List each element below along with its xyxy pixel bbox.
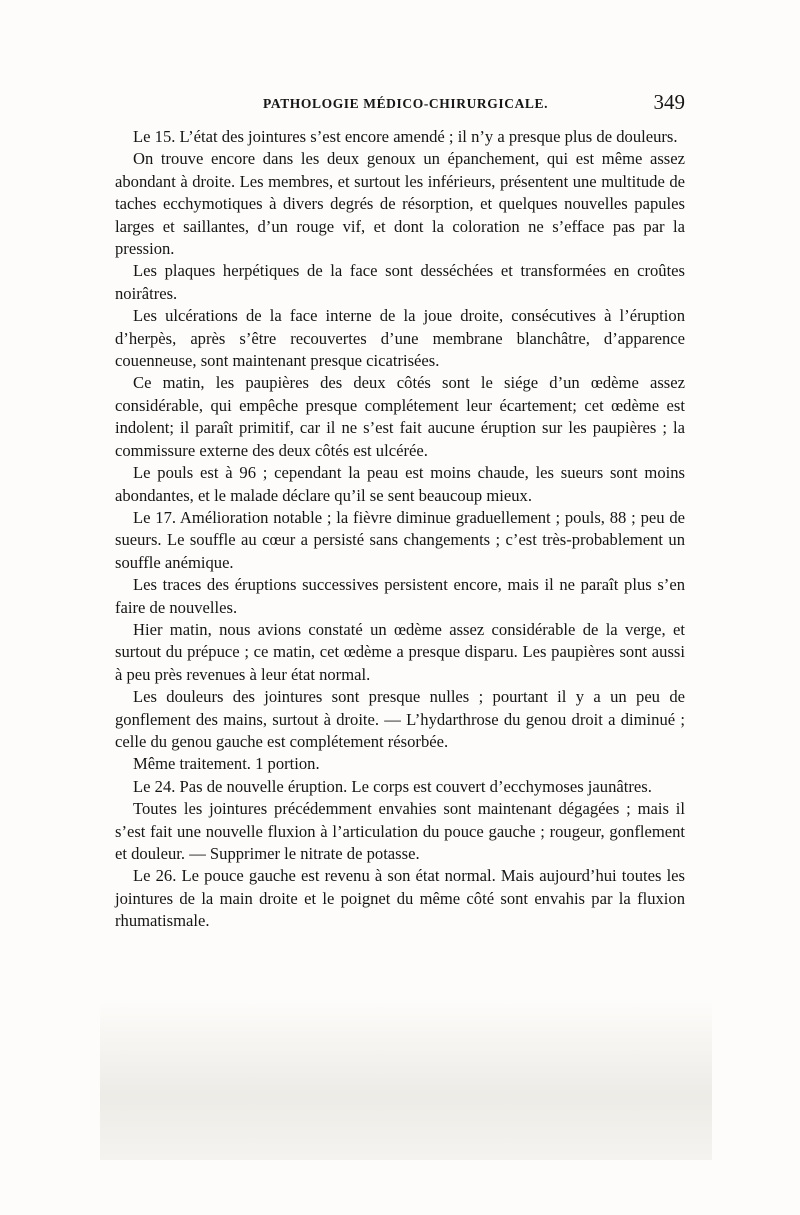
paragraph: Le 17. Amélioration notable ; la fièvre diminue graduellement ; pouls, 88 ; peu de sueurs. Le souffle au cœur a persisté sans changements ; c’est très-probablement un souffle anémique. (115, 507, 685, 572)
paragraph: Même traitement. 1 portion. (133, 754, 320, 774)
running-title: PATHOLOGIE MÉDICO-CHIRURGICALE. (263, 96, 549, 111)
body-text (115, 126, 685, 933)
page-number: 349 (653, 90, 685, 114)
paragraph: Le pouls est à 96 ; cependant la peau est moins chaude, les sueurs sont moins abondantes, et le malade déclare qu’il se sent beaucoup mieux. (115, 463, 685, 505)
paragraph: Le 26. Le pouce gauche est revenu à son état normal. Mais aujourd’hui toutes les jointures de la main droite et le poignet du même côté sont envahis par la fluxion rhumatismale. (115, 866, 685, 931)
running-head (115, 90, 685, 119)
paragraph: Toutes les jointures précédemment envahies sont maintenant dégagées ; mais il s’est fait une nouvelle fluxion à l’articulation du pouce gauche ; rougeur, gonflement et douleur. — Supprimer le nitrate de potasse. (115, 799, 685, 863)
paragraph: Les ulcérations de la face interne de la joue droite, consécutives à l’éruption d’herpès, après s’être recouvertes d’une membrane blanchâtre, d’apparence couenneuse, sont maintenant presque cicatrisées. (115, 306, 685, 371)
paragraph: On trouve encore dans les deux genoux un épanchement, qui est même assez abondant à droite. Les membres, et surtout les inférieurs, présentent une multitude de taches ecchymotiques à divers degrés de résorption, et quelques nouvelles papules larges et saillantes, d’un rouge vif, et dont la coloration ne s’efface pas par la pression. (115, 149, 685, 259)
paragraph: Ce matin, les paupières des deux côtés sont le siége d’un œdème assez considérable, qui empêche presque complétement leur écartement; cet œdème est indolent; il paraît primitif, car il ne s’est fait aucune éruption sur les paupières ; la commissure externe des deux côtés est ulcérée. (115, 373, 685, 460)
paragraph: Le 24. Pas de nouvelle éruption. Le corps est couvert d’ecchymoses jaunâtres. (133, 776, 652, 796)
paragraph: Les traces des éruptions successives persistent encore, mais il ne paraît plus s’en faire de nouvelles. (115, 575, 685, 617)
paragraph: Hier matin, nous avions constaté un œdème assez considérable de la verge, et surtout du prépuce ; ce matin, cet œdème a presque disparu. Les paupières sont aussi à peu près revenues à leur état normal. (115, 619, 685, 684)
scan-shading (100, 1000, 712, 1160)
paragraph: Le 15. L’état des jointures s’est encore amendé ; il n’y a presque plus de douleurs. (133, 127, 678, 146)
paragraph: Les plaques herpétiques de la face sont desséchées et transformées en croûtes noirâtres. (115, 261, 685, 303)
paragraph: Les douleurs des jointures sont presque nulles ; pourtant il y a un peu de gonflement des mains, surtout à droite. — L’hydarthrose du genou droit a diminué ; celle du genou gauche est complétement résorbée. (115, 687, 685, 751)
